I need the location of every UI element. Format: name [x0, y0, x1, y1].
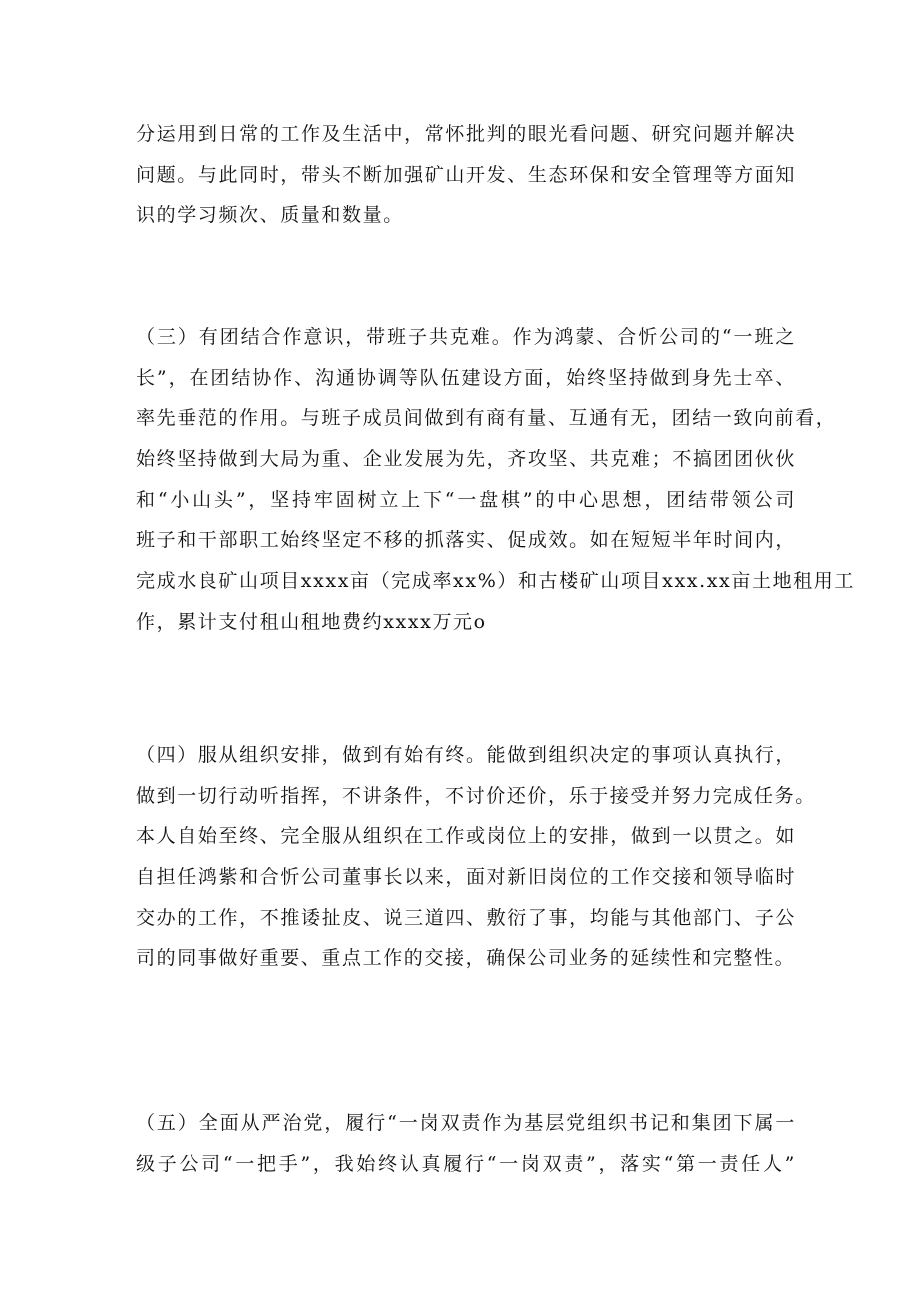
paragraph-section-five — [136, 1103, 796, 1184]
text-line: 作，累计支付租山租地费约xxxx万元o — [136, 610, 487, 633]
text-line: 级子公司“一把手”，我始终认真履行“一岗双责”，落实“第一责任人” — [136, 1152, 796, 1175]
text-line: 司的同事做好重要、重点工作的交接，确保公司业务的延续性和完整性。 — [136, 947, 796, 970]
text-line: 分运用到日常的工作及生活中，常怀批判的眼光看问题、研究问题并解决 — [136, 123, 796, 145]
text-line: 和“小山头”，坚持牢固树立上下“一盘棋”的中心思想，团结带领公司 — [136, 488, 796, 511]
text-line: 班子和干部职工始终坚定不移的抓落实、促成效。如在短短半年时间内， — [136, 529, 796, 552]
paragraph-section-four — [136, 735, 816, 979]
paragraph-section-three — [136, 317, 855, 643]
text-line: 率先垂范的作用。与班子成员间做到有商有量、互通有无，团结一致向前看， — [136, 407, 837, 430]
text-line: 始终坚持做到大局为重、企业发展为先，齐攻坚、共克难；不搞团团伙伙 — [136, 448, 796, 471]
text-line: 完成水良矿山项目xxxx亩（完成率xx%）和古楼矿山项目xxx.xx亩土地租用工 — [136, 570, 855, 593]
text-line: 做到一切行动听指挥，不讲条件，不讨价还价，乐于接受并努力完成任务。 — [136, 784, 816, 807]
text-line: 交办的工作，不推诿扯皮、说三道四、敷衍了事，均能与其他部门、子公 — [136, 906, 796, 929]
text-line: 自担任鸿紫和合忻公司董事长以来，面对新旧岗位的工作交接和领导临时 — [136, 866, 796, 889]
text-line: 本人自始至终、完全服从组织在工作或岗位上的安排，做到一以贯之。如 — [136, 825, 796, 848]
paragraph-study-continuation — [136, 114, 796, 236]
text-line: 问题。与此同时，带头不断加强矿山开发、生态环保和安全管理等方面知 — [136, 163, 796, 186]
text-line: 长”，在团结协作、沟通协调等队伍建设方面，始终坚持做到身先士卒、 — [136, 366, 796, 389]
text-line: （三）有团结合作意识，带班子共克难。作为鸿蒙、合忻公司的“一班之 — [136, 326, 796, 348]
text-line: 识的学习频次、质量和数量。 — [136, 204, 404, 227]
text-line: （五）全面从严治党，履行“一岗双责作为基层党组织书记和集团下属一 — [136, 1112, 796, 1134]
text-line: （四）服从组织安排，做到有始有终。能做到组织决定的事项认真执行， — [136, 744, 796, 766]
